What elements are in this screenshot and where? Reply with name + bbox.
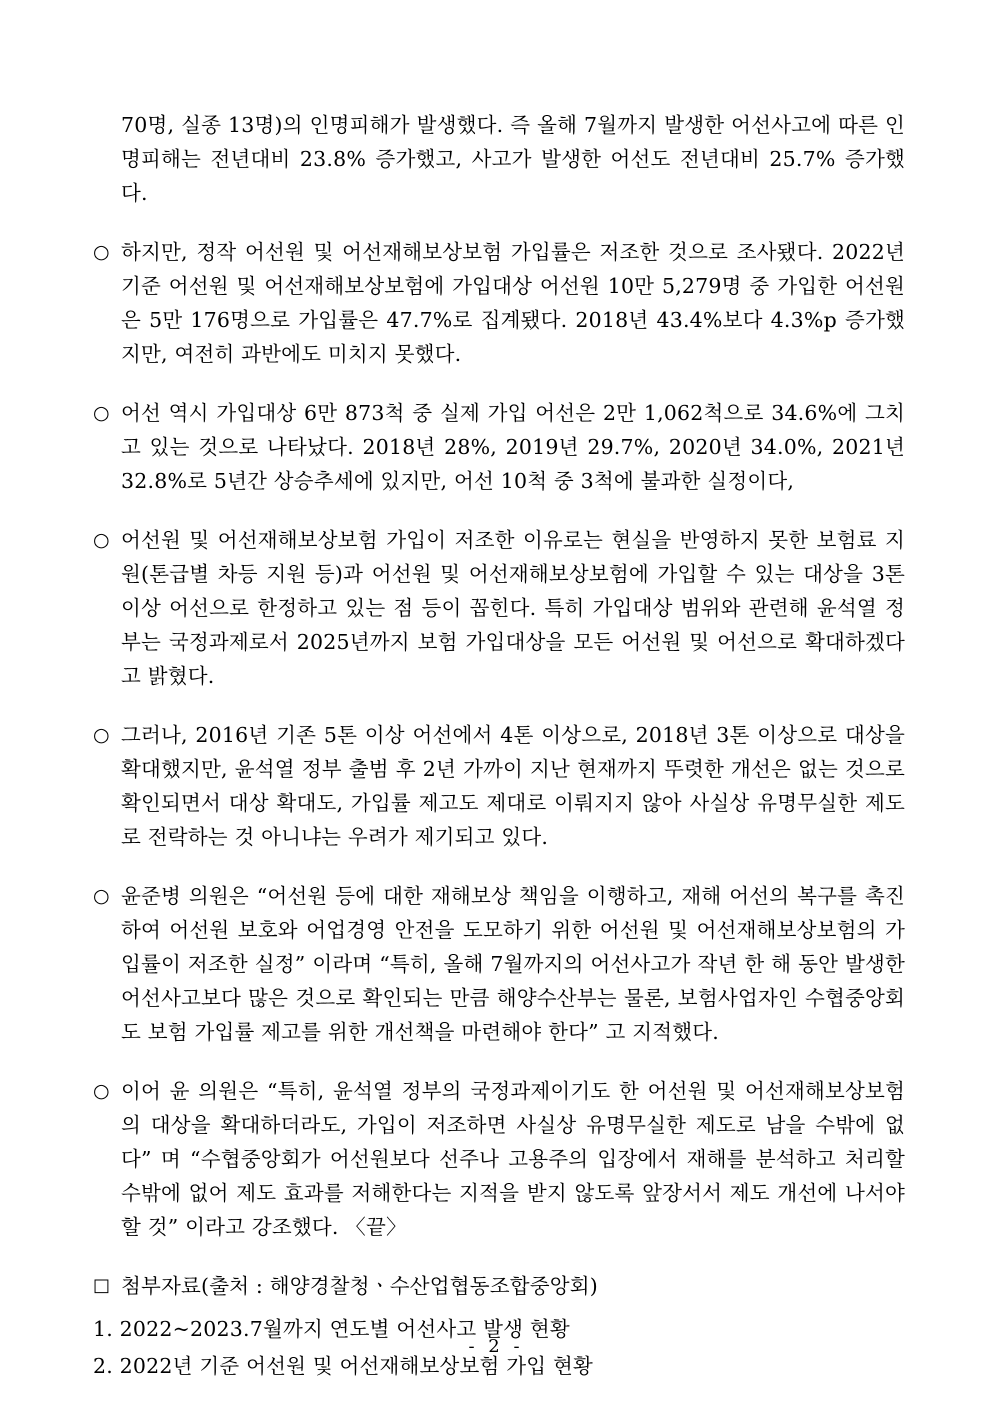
paragraph-insurance-rate bbox=[93, 235, 905, 371]
circle-bullet-icon: ○ bbox=[93, 724, 110, 746]
paragraph-expansion-history bbox=[93, 718, 905, 854]
paragraph-text: 하지만, 정작 어선원 및 어선재해보상보험 가입률은 저조한 것으로 조사됐다. 2022년 기준 어선원 및 어선재해보상보험에 가입대상 어선원 10만 5,279명 중 가입한 어선원은 5만 176명으로 가입률은 47.7%로 집계됐다. 2018년 43.4%보다 4.3%p 증가했지만, 여전히 과반에도 미치지 못했다. bbox=[121, 240, 905, 366]
circle-bullet-icon: ○ bbox=[93, 241, 110, 263]
square-bullet-icon: □ bbox=[93, 1275, 111, 1296]
paragraph-text: 어선원 및 어선재해보상보험 가입이 저조한 이유로는 현실을 반영하지 못한 보험료 지원(톤급별 차등 지원 등)과 어선원 및 어선재해보상보험에 가입할 수 있는 대상을 3톤 이상 어선으로 한정하고 있는 점 등이 꼽힌다. 특히 가입대상 범위와 관련해 윤석열 정부는 국정과제로서 2025년까지 보험 가입대상을 모든 어선원 및 어선으로 확대하겠다고 밝혔다. bbox=[121, 528, 905, 688]
circle-bullet-icon: ○ bbox=[93, 402, 110, 424]
attachment-item-2: 2. 2022년 기준 어선원 및 어선재해보상보험 가입 현황 bbox=[93, 1354, 594, 1378]
paragraph-low-enrollment-reasons bbox=[93, 523, 905, 693]
paragraph-text: 윤준병 의원은 “어선원 등에 대한 재해보상 책임을 이행하고, 재해 어선의 복구를 촉진하여 어선원 보호와 어업경영 안전을 도모하기 위한 어선원 및 어선재해보상보험의 가입률이 저조한 실정” 이라며 “특히, 올해 7월까지의 어선사고가 작년 한 해 동안 발생한 어선사고보다 많은 것으로 확인되는 만큼 해양수산부는 물론, 보험사업자인 수협중앙회도 보험 가입률 제고를 위한 개선책을 마련해야 한다” 고 지적했다. bbox=[121, 884, 905, 1044]
paragraph-vessel-rate bbox=[93, 396, 905, 498]
paragraph-text: 이어 윤 의원은 “특히, 윤석열 정부의 국정과제이기도 한 어선원 및 어선재해보상보험의 대상을 확대하더라도, 가입이 저조하면 사실상 유명무실한 제도로 남을 수밖에 없다” 며 “수협중앙회가 어선원보다 선주나 고용주의 입장에서 재해를 분석하고 처리할 수밖에 없어 제도 효과를 저해한다는 지적을 받지 않도록 앞장서서 제도 개선에 나서야 할 것” 이라고 강조했다. 〈끝〉 bbox=[121, 1079, 905, 1239]
paragraph-text: 그러나, 2016년 기존 5톤 이상 어선에서 4톤 이상으로, 2018년 3톤 이상으로 대상을 확대했지만, 윤석열 정부 출범 후 2년 가까이 지난 현재까지 뚜렷한 개선은 없는 것으로 확인되면서 대상 확대도, 가입률 제고도 제대로 이뤄지지 않아 사실상 유명무실한 제도로 전락하는 것 아니냐는 우려가 제기되고 있다. bbox=[121, 723, 905, 849]
circle-bullet-icon: ○ bbox=[93, 885, 110, 907]
circle-bullet-icon: ○ bbox=[93, 529, 110, 551]
attachment-heading bbox=[93, 1269, 905, 1303]
paragraph-continuation bbox=[93, 108, 905, 210]
attachment-item-1: 1. 2022~2023.7월까지 연도별 어선사고 발생 현황 bbox=[93, 1317, 570, 1341]
circle-bullet-icon: ○ bbox=[93, 1080, 110, 1102]
attachment-section bbox=[93, 1269, 905, 1385]
paragraph-text: 어선 역시 가입대상 6만 873척 중 실제 가입 어선은 2만 1,062척으로 34.6%에 그치고 있는 것으로 나타났다. 2018년 28%, 2019년 29.7%, 2020년 34.0%, 2021년 32.8%로 5년간 상승추세에 있지만, 어선 10척 중 3척에 불과한 실정이다, bbox=[121, 401, 905, 493]
paragraph-lawmaker-quote-1 bbox=[93, 879, 905, 1049]
paragraph-text: 70명, 실종 13명)의 인명피해가 발생했다. 즉 올해 7월까지 발생한 어선사고에 따른 인명피해는 전년대비 23.8% 증가했고, 사고가 발생한 어선도 전년대비 25.7% 증가했다. bbox=[121, 113, 905, 205]
paragraph-lawmaker-quote-2 bbox=[93, 1074, 905, 1244]
attachment-heading-text: 첨부자료(출처 : 해양경찰청ㆍ수산업협동조합중앙회) bbox=[121, 1274, 598, 1298]
page-number: - 2 - bbox=[468, 1336, 524, 1357]
